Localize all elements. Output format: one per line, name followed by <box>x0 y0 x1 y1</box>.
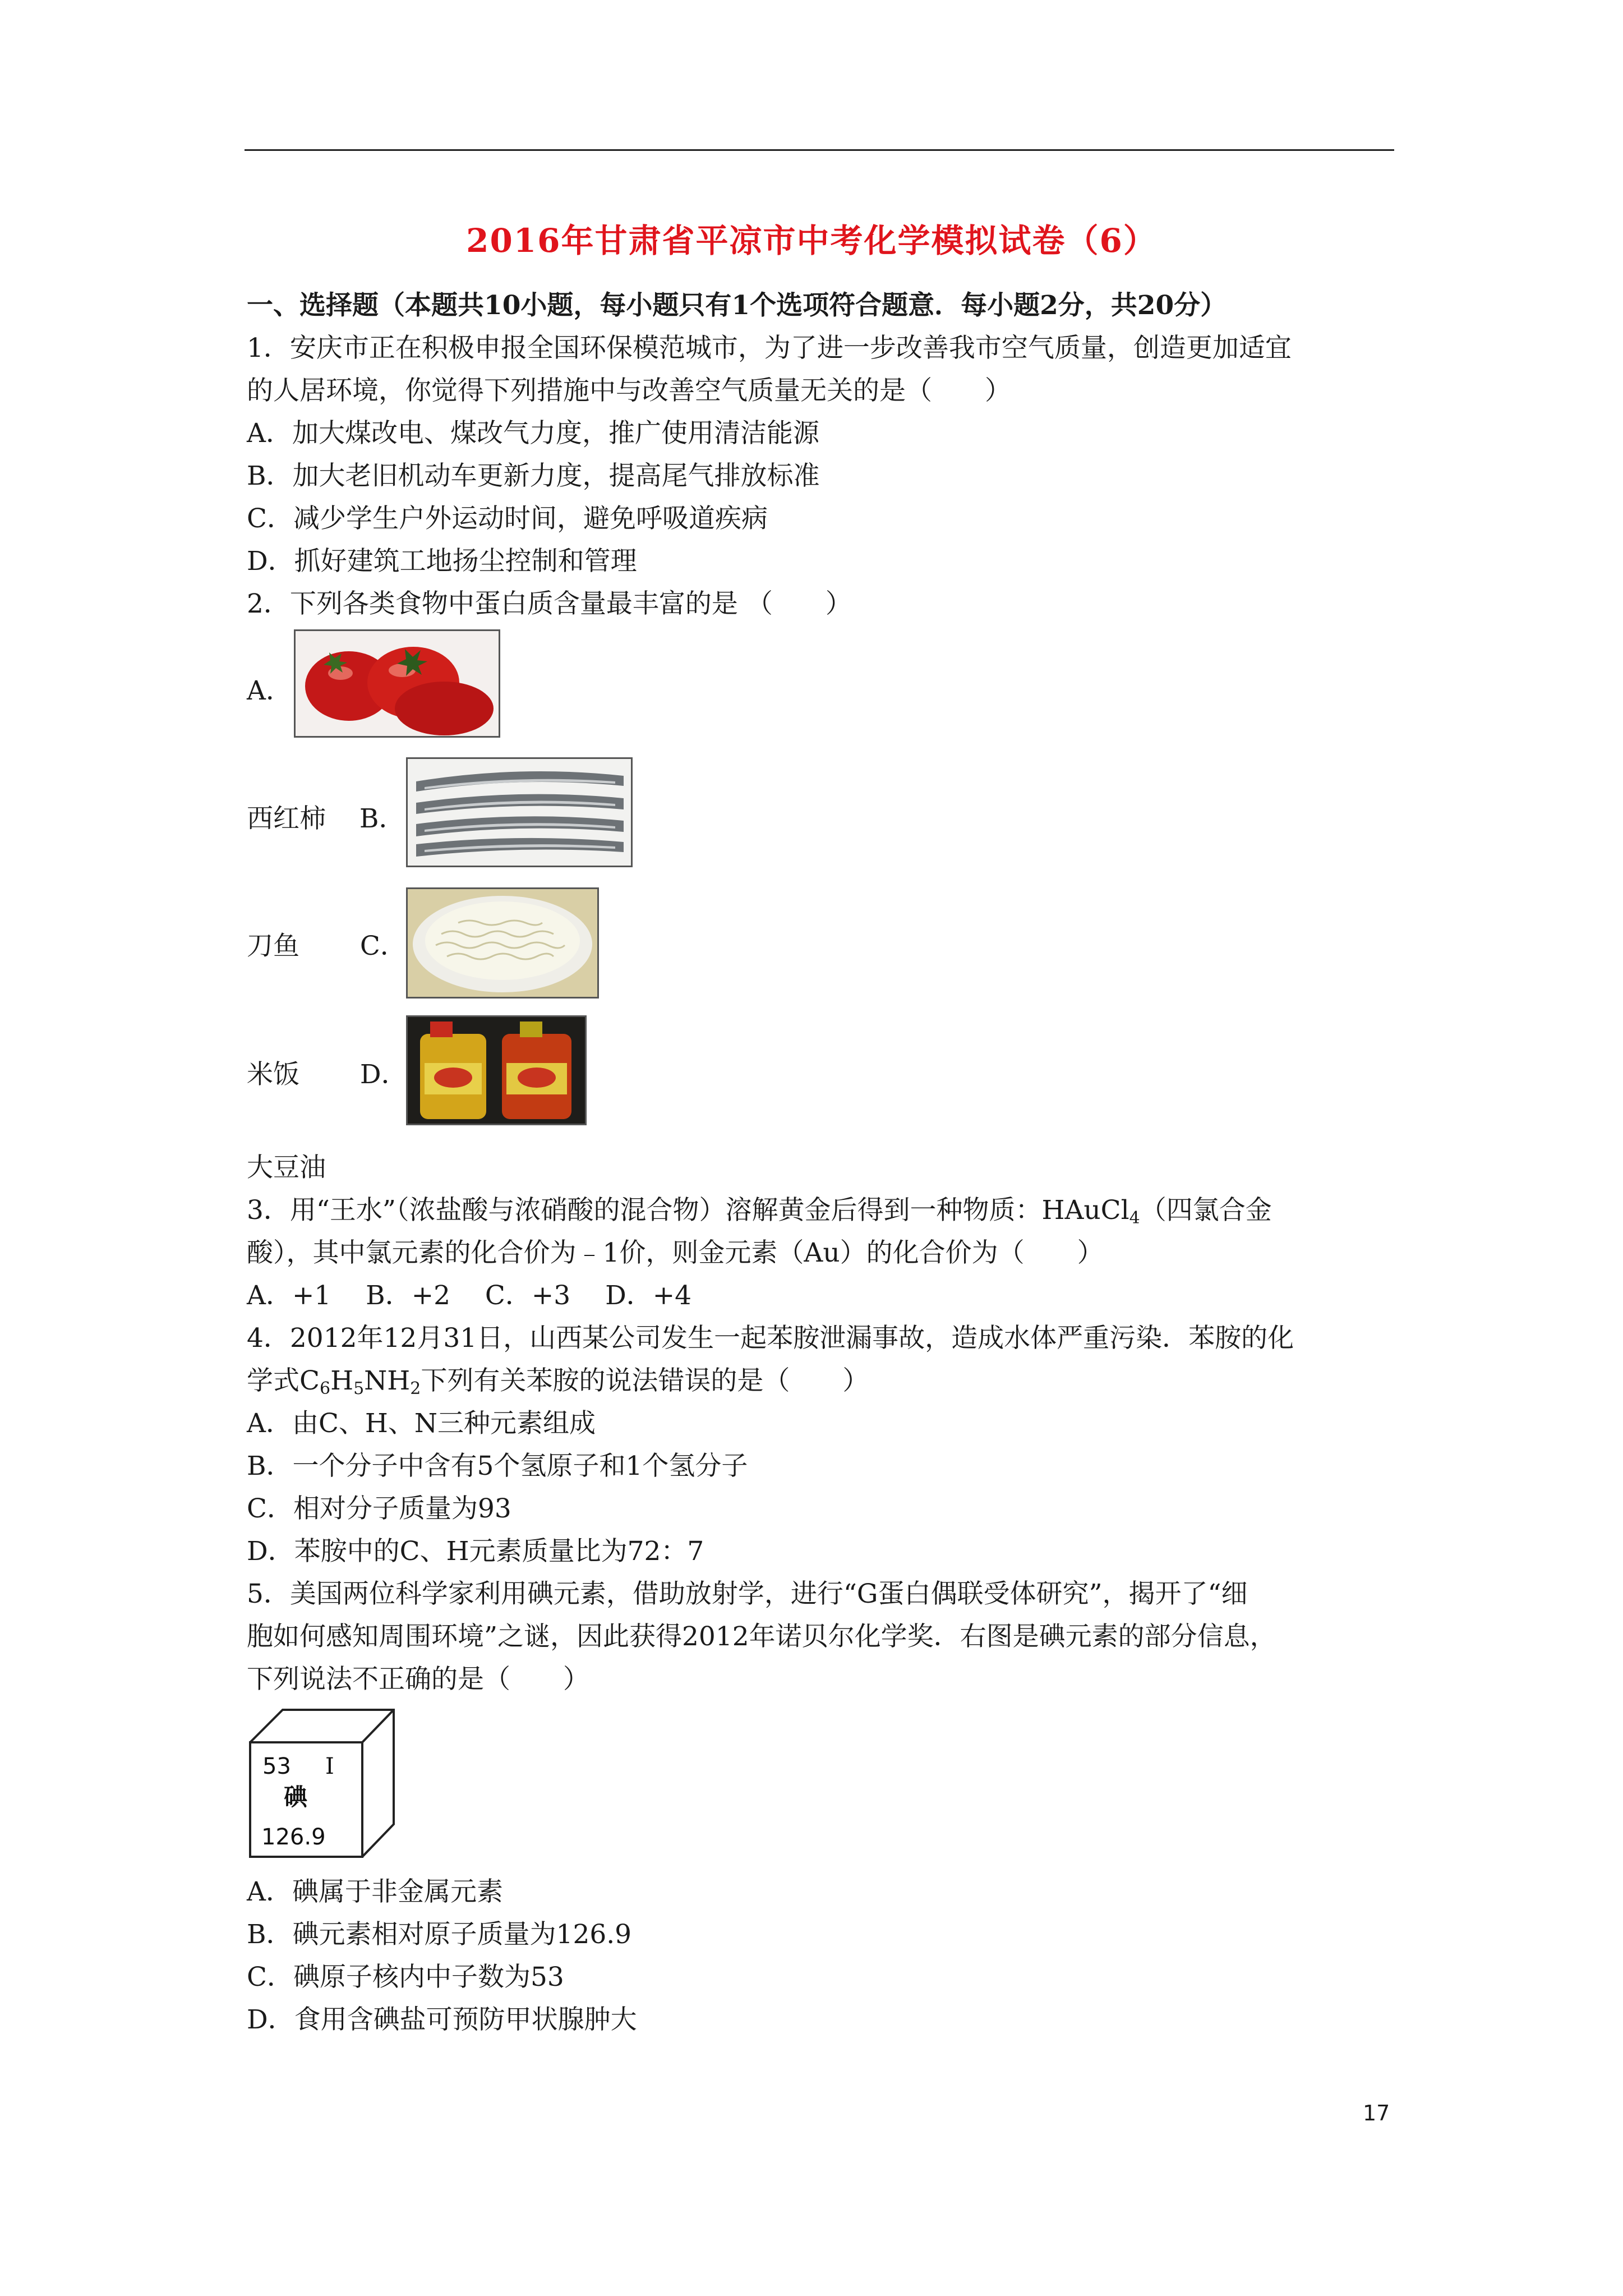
rice-name: 米饭 <box>247 1059 299 1090</box>
q1-option-d: D．抓好建筑工地扬尘控制和管理 <box>247 546 637 577</box>
q5-option-b: B．碘元素相对原子质量为126.9 <box>247 1919 632 1950</box>
q1-option-a: A．加大煤改电、煤改气力度，推广使用清洁能源 <box>247 418 819 449</box>
q1-stem-line1: 1．安庆市正在积极申报全国环保模范城市，为了进一步改善我市空气质量，创造更加适宜 <box>247 333 1292 364</box>
q3-stem-line2: 酸），其中氯元素的化合价为﹣1价，则金元素（Au）的化合价为（ ） <box>247 1237 1104 1268</box>
header-rule <box>245 149 1394 151</box>
q5-stem-line2: 胞如何感知周围环境”之谜，因此获得2012年诺贝尔化学奖．右图是碘元素的部分信息， <box>247 1621 1276 1652</box>
fish-name: 刀鱼 <box>247 931 299 961</box>
q2-option-d-caption <box>247 1058 408 1092</box>
q5-stem-line1: 5．美国两位科学家利用碘元素，借助放射学，进行“G蛋白偶联受体研究”，揭开了“细 <box>247 1579 1248 1609</box>
q2-option-c-label: C． <box>359 931 407 961</box>
q3-options: A．+1 B．+2 C．+3 D．+4 <box>247 1280 692 1311</box>
q5-option-c: C．碘原子核内中子数为53 <box>247 1962 564 1993</box>
q4-stem-line1: 4．2012年12月31日，山西某公司发生一起苯胺泄漏事故，造成水体严重污染．苯胺的化 <box>247 1323 1294 1354</box>
q2-option-b-label: B． <box>359 803 405 834</box>
q4-option-a: A．由C、H、N三种元素组成 <box>247 1408 596 1439</box>
q4-option-b: B．一个分子中含有5个氢原子和1个氢分子 <box>247 1451 748 1481</box>
element-name: 碘 <box>284 1783 308 1811</box>
tomato-image <box>294 629 500 738</box>
page-number: 17 <box>1363 2101 1390 2125</box>
q5-option-d: D．食用含碘盐可预防甲状腺肿大 <box>247 2004 637 2035</box>
fish-image <box>406 757 633 867</box>
q5-stem-line3: 下列说法不正确的是（ ） <box>247 1664 589 1695</box>
q4-option-c: C．相对分子质量为93 <box>247 1493 511 1524</box>
element-number: 53 <box>262 1754 291 1779</box>
q4-stem-line2: 学式$C_6H_5NH_2$下列有关苯胺的说法错误的是（ ） <box>247 1365 869 1398</box>
oil-name: 大豆油 <box>247 1152 326 1183</box>
q4-option-d: D．苯胺中的C、H元素质量比为72：7 <box>247 1536 704 1567</box>
q1-option-b: B．加大老旧机动车更新力度，提高尾气排放标准 <box>247 461 820 491</box>
q5-option-a: A．碘属于非金属元素 <box>247 1876 503 1907</box>
section-heading: 一、选择题（本题共10小题，每小题只有1个选项符合题意．每小题2分，共20分） <box>247 290 1227 321</box>
q1-option-c: C．减少学生户外运动时间，避免呼吸道疾病 <box>247 503 768 534</box>
rice-image <box>406 887 599 999</box>
q2-option-c-caption <box>247 930 407 963</box>
iodine-element-card <box>247 1705 398 1862</box>
q1-stem-line2: 的人居环境，你觉得下列措施中与改善空气质量无关的是（ ） <box>247 375 1011 406</box>
q3-stem-line1: 3．用“王水”（浓盐酸与浓硝酸的混合物）溶解黄金后得到一种物质：HAuCl$_4$（四氯合金 <box>247 1195 1272 1228</box>
element-symbol: I <box>325 1754 334 1779</box>
q2-option-a-label: A． <box>247 675 292 706</box>
exam-title: 2016年甘肃省平凉市中考化学模拟试卷（6） <box>466 222 1157 260</box>
q2-option-d-label: D． <box>359 1059 408 1090</box>
tomato-name: 西红柿 <box>247 803 326 834</box>
q2-stem: 2．下列各类食物中蛋白质含量最丰富的是 （ ） <box>247 588 852 619</box>
soybean-oil-image <box>406 1015 587 1125</box>
element-mass: 126.9 <box>261 1824 326 1850</box>
q2-option-b-caption <box>247 802 405 836</box>
